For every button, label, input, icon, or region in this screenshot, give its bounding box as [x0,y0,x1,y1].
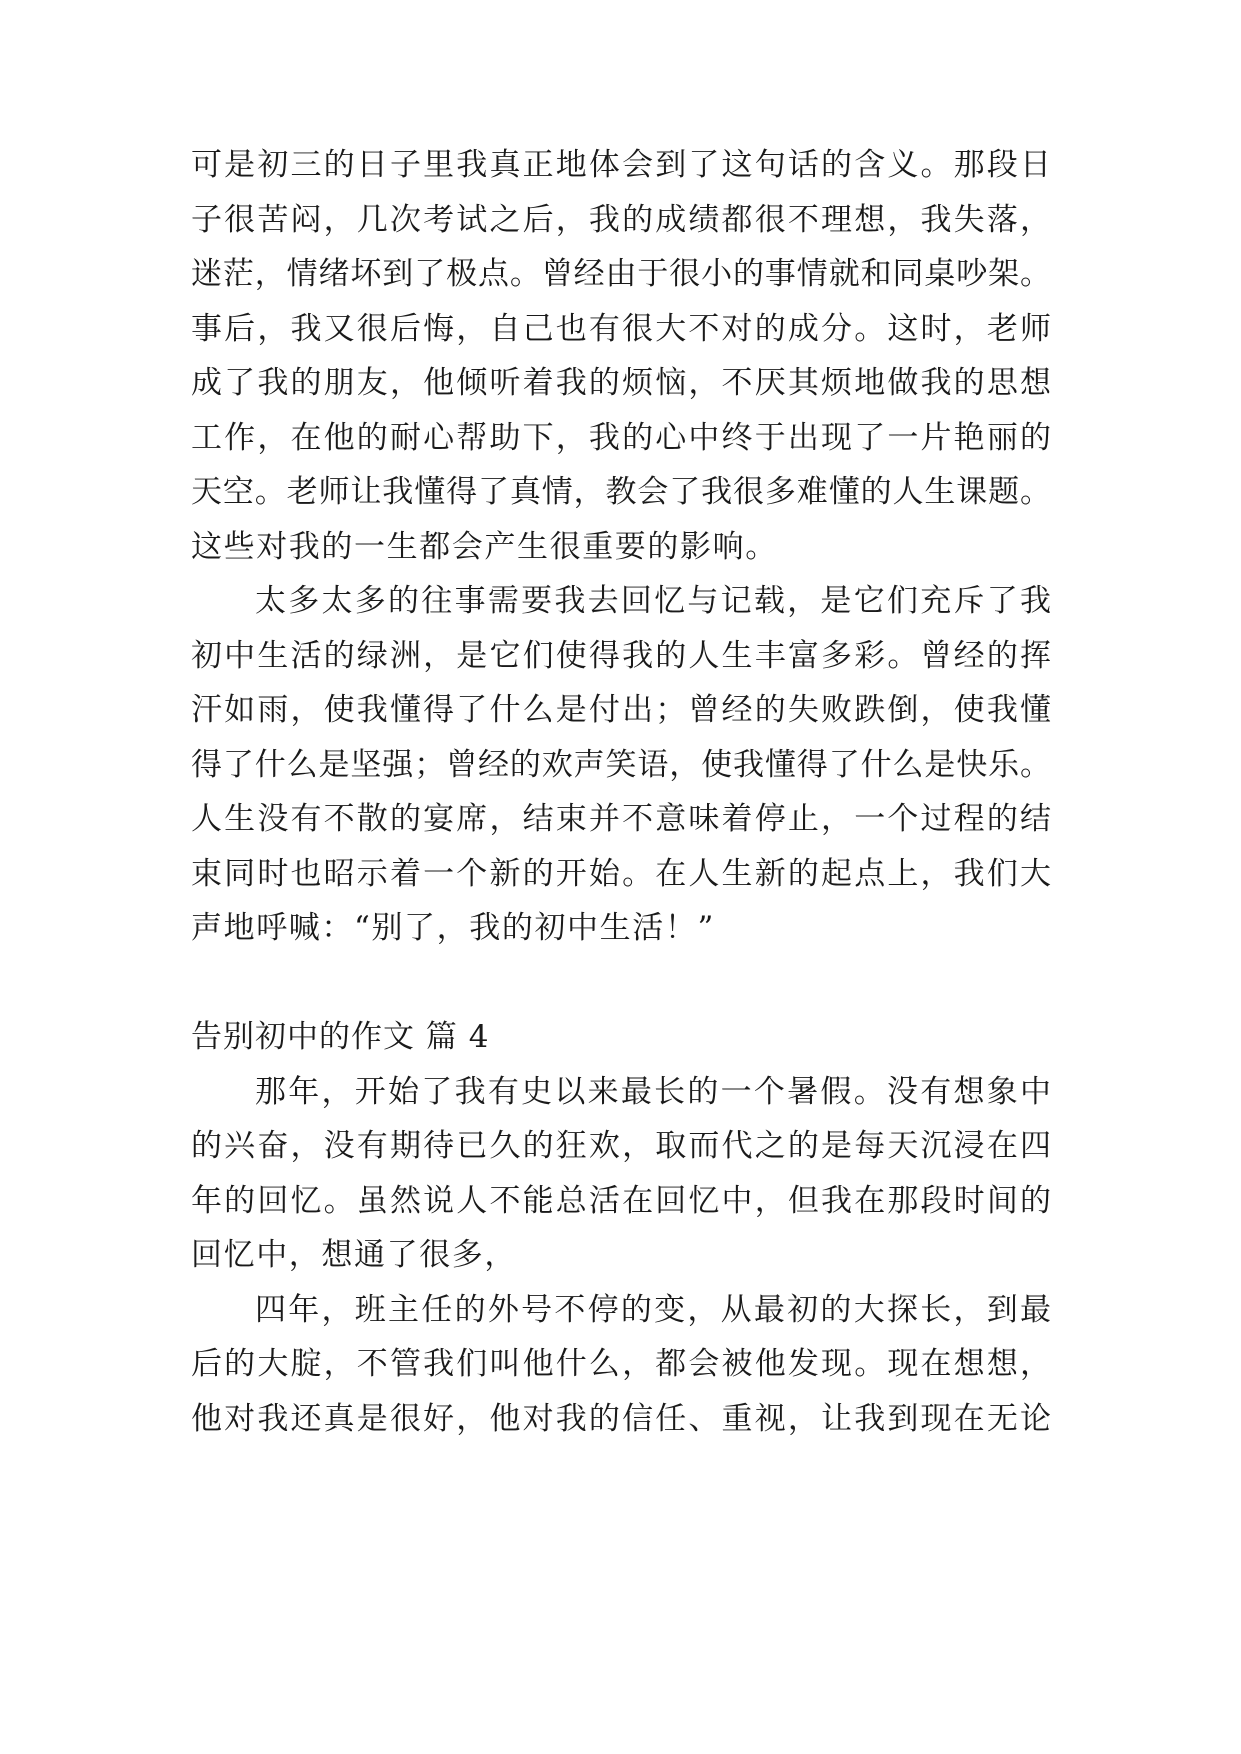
paragraph-line: 可是初三的日子里我真正地体会到了这句话的含义。那段日 [191,147,1051,183]
paragraph-line: 这些对我的一生都会产生很重要的影响。 [191,529,778,565]
paragraph-line: 后的大腚，不管我们叫他什么，都会被他发现。现在想想， [191,1346,1051,1382]
paragraph-line: 初中生活的绿洲，是它们使得我的人生丰富多彩。曾经的挥 [191,638,1051,674]
section-title: 告别初中的作文 篇 4 [191,1019,490,1055]
paragraph-line: 迷茫，情绪坏到了极点。曾经由于很小的事情就和同桌吵架。 [191,256,1051,292]
paragraph-line: 太多太多的往事需要我去回忆与记载，是它们充斥了我 [255,583,1051,619]
paragraph-line: 汗如雨，使我懂得了什么是付出；曾经的失败跌倒，使我懂 [191,692,1051,728]
paragraph-line: 工作，在他的耐心帮助下，我的心中终于出现了一片艳丽的 [191,420,1051,456]
paragraph-line: 他对我还真是很好，他对我的信任、重视，让我到现在无论 [191,1401,1051,1437]
paragraph-line: 回忆中，想通了很多， [191,1237,517,1273]
paragraph-line: 声地呼喊：“别了，我的初中生活！” [191,910,715,946]
paragraph-line: 四年，班主任的外号不停的变，从最初的大探长，到最 [255,1292,1051,1328]
paragraph-line: 年的回忆。虽然说人不能总活在回忆中，但我在那段时间的 [191,1183,1051,1219]
paragraph-line: 的兴奋，没有期待已久的狂欢，取而代之的是每天沉浸在四 [191,1128,1051,1164]
paragraph-line: 那年，开始了我有史以来最长的一个暑假。没有想象中 [255,1074,1051,1110]
paragraph-line: 事后，我又很后悔，自己也有很大不对的成分。这时，老师 [191,311,1051,347]
paragraph-line: 天空。老师让我懂得了真情，教会了我很多难懂的人生课题。 [191,474,1051,510]
paragraph-line: 成了我的朋友，他倾听着我的烦恼，不厌其烦地做我的思想 [191,365,1051,401]
paragraph-line: 人生没有不散的宴席，结束并不意味着停止，一个过程的结 [191,801,1051,837]
paragraph-line: 子很苦闷，几次考试之后，我的成绩都很不理想，我失落， [191,202,1051,238]
paragraph-line: 束同时也昭示着一个新的开始。在人生新的起点上，我们大 [191,856,1051,892]
paragraph-line: 得了什么是坚强；曾经的欢声笑语，使我懂得了什么是快乐。 [191,747,1051,783]
